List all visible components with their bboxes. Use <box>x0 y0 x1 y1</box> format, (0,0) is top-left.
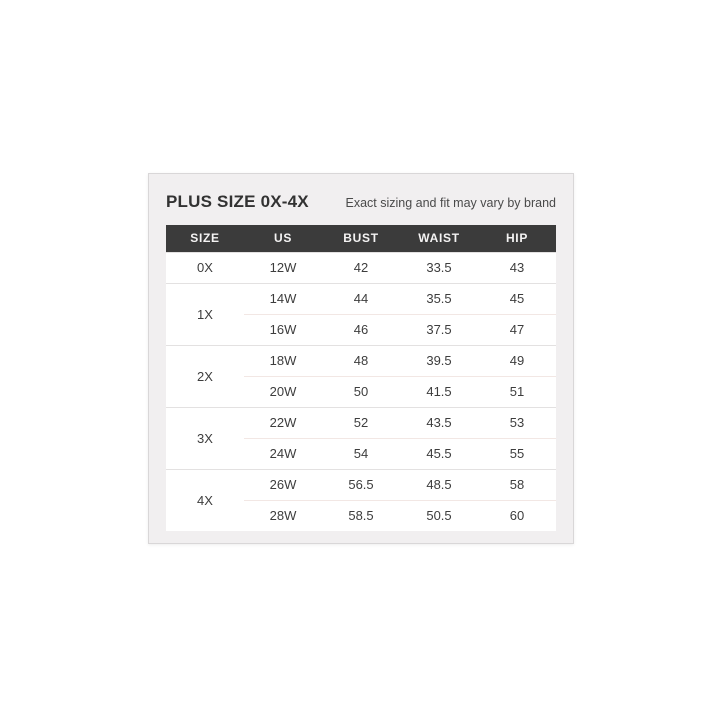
measurement-cell: 14W <box>244 283 322 314</box>
header-row <box>166 225 556 252</box>
measurement-cell: 43.5 <box>400 407 478 438</box>
size-group-label: 3X <box>166 407 244 469</box>
measurement-cell: 53 <box>478 407 556 438</box>
measurement-cell: 37.5 <box>400 314 478 345</box>
measurement-cell: 45.5 <box>400 438 478 469</box>
size-group-label: 2X <box>166 345 244 407</box>
column-header-waist: WAIST <box>400 225 478 252</box>
measurement-cell: 58 <box>478 469 556 500</box>
measurement-cell: 44 <box>322 283 400 314</box>
measurement-cell: 42 <box>322 252 400 283</box>
measurement-cell: 45 <box>478 283 556 314</box>
measurement-cell: 60 <box>478 500 556 531</box>
size-group-label: 0X <box>166 252 244 283</box>
card-header <box>166 192 556 212</box>
column-header-us: US <box>244 225 322 252</box>
size-table <box>166 225 556 531</box>
measurement-cell: 51 <box>478 376 556 407</box>
measurement-cell: 54 <box>322 438 400 469</box>
measurement-cell: 18W <box>244 345 322 376</box>
measurement-cell: 56.5 <box>322 469 400 500</box>
measurement-cell: 24W <box>244 438 322 469</box>
measurement-cell: 16W <box>244 314 322 345</box>
measurement-cell: 12W <box>244 252 322 283</box>
table-row <box>166 407 556 438</box>
table-row <box>166 252 556 283</box>
table-row <box>166 469 556 500</box>
table-row <box>166 345 556 376</box>
measurement-cell: 52 <box>322 407 400 438</box>
measurement-cell: 58.5 <box>322 500 400 531</box>
size-chart-title: PLUS SIZE 0X-4X <box>166 192 309 211</box>
measurement-cell: 22W <box>244 407 322 438</box>
measurement-cell: 55 <box>478 438 556 469</box>
size-group-label: 4X <box>166 469 244 531</box>
size-chart-card <box>148 173 574 544</box>
measurement-cell: 49 <box>478 345 556 376</box>
size-table-body <box>166 252 556 531</box>
measurement-cell: 33.5 <box>400 252 478 283</box>
measurement-cell: 35.5 <box>400 283 478 314</box>
measurement-cell: 26W <box>244 469 322 500</box>
column-header-hip: HIP <box>478 225 556 252</box>
size-group-label: 1X <box>166 283 244 345</box>
measurement-cell: 50.5 <box>400 500 478 531</box>
measurement-cell: 48 <box>322 345 400 376</box>
measurement-cell: 46 <box>322 314 400 345</box>
measurement-cell: 47 <box>478 314 556 345</box>
measurement-cell: 39.5 <box>400 345 478 376</box>
measurement-cell: 50 <box>322 376 400 407</box>
measurement-cell: 43 <box>478 252 556 283</box>
column-header-bust: BUST <box>322 225 400 252</box>
measurement-cell: 41.5 <box>400 376 478 407</box>
measurement-cell: 48.5 <box>400 469 478 500</box>
column-header-size: SIZE <box>166 225 244 252</box>
measurement-cell: 28W <box>244 500 322 531</box>
size-table-header <box>166 225 556 252</box>
measurement-cell: 20W <box>244 376 322 407</box>
table-row <box>166 283 556 314</box>
size-chart-disclaimer: Exact sizing and fit may vary by brand <box>345 196 556 210</box>
